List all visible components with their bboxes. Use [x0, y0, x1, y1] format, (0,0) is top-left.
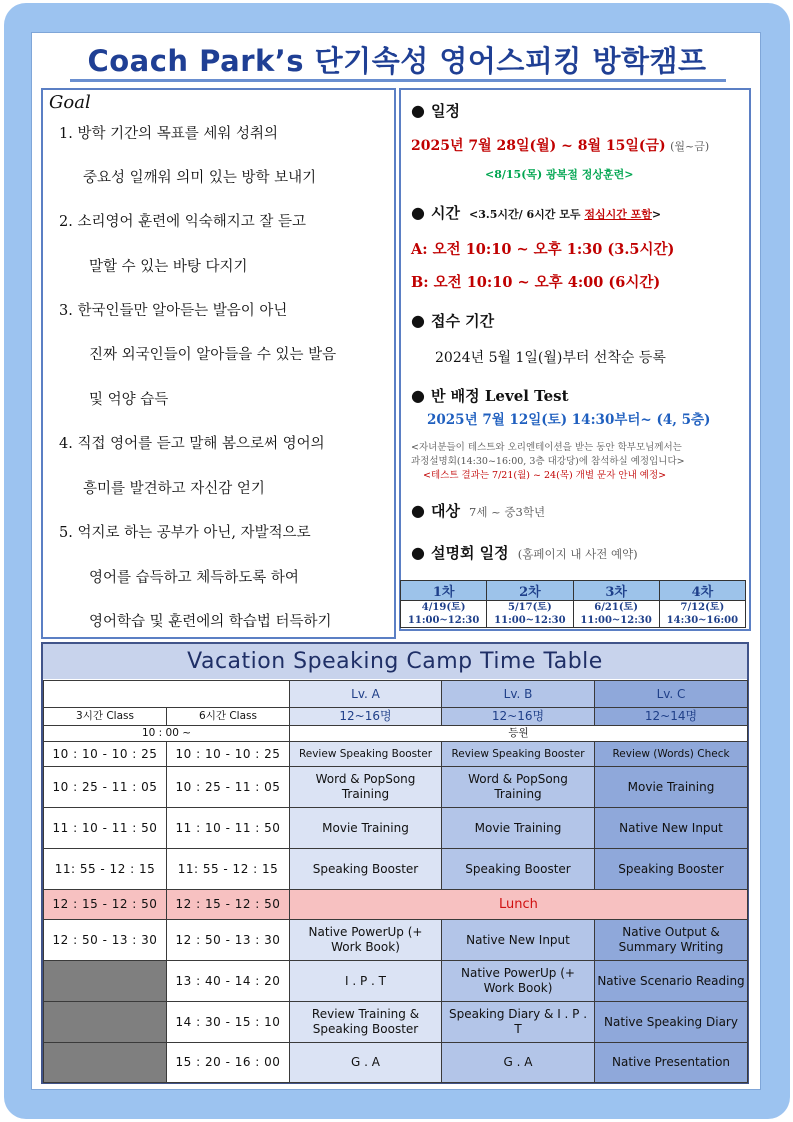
time-slot: 12 : 15 - 12 : 50: [44, 890, 167, 920]
seminar-slot: 4/19(토) 11:00~12:30: [401, 601, 487, 628]
seminar-heading: ● 설명회 일정 (홈페이지 내 사전 예약): [411, 543, 638, 562]
empty-slot: [44, 1002, 167, 1043]
goal-line: 및 억양 습득: [89, 392, 169, 408]
activity-cell: Native Presentation: [595, 1043, 748, 1083]
activity-cell: Native New Input: [442, 920, 595, 961]
activity-cell: Native Output & Summary Writing: [595, 920, 748, 961]
level-test-date: 2025년 7월 12일(토) 14:30부터~ (4, 5층): [427, 412, 711, 428]
flyer-page: [31, 32, 761, 1090]
seminar-slot: 7/12(토) 14:30~16:00: [659, 601, 745, 628]
class-3h-header: 3시간 Class: [44, 708, 167, 726]
goal-title: Goal: [49, 92, 91, 113]
class-size: 12~16명: [442, 708, 595, 726]
time-slot: 10 : 25 - 11 : 05: [44, 767, 167, 808]
activity-cell: Native Scenario Reading: [595, 961, 748, 1002]
empty-slot: [44, 961, 167, 1002]
class-6h-header: 6시간 Class: [167, 708, 290, 726]
seminar-table: [400, 580, 746, 628]
empty-slot: [44, 1043, 167, 1083]
activity-cell: Word & PopSong Training: [290, 767, 442, 808]
title-underline: [70, 79, 726, 82]
activity-cell: Movie Training: [595, 767, 748, 808]
activity-cell: G . A: [442, 1043, 595, 1083]
activity-cell: Review Training & Speaking Booster: [290, 1002, 442, 1043]
activity-cell: Movie Training: [442, 808, 595, 849]
time-slot: 10 : 25 - 11 : 05: [167, 767, 290, 808]
timetable-grid: [43, 680, 748, 1083]
goal-line: 중요성 일깨워 의미 있는 방학 보내기: [83, 170, 317, 186]
class-size: 12~16명: [290, 708, 442, 726]
target-heading: ● 대상 7세 ~ 중3학년: [411, 501, 546, 520]
time-slot: 15 : 20 - 16 : 00: [167, 1043, 290, 1083]
timetable: [41, 642, 749, 1084]
level-test-heading: ● 반 배정 Level Test: [411, 386, 569, 405]
level-note: <테스트 결과는 7/21(월) ~ 24(목) 개별 문자 안내 예정>: [423, 470, 667, 481]
lunch-cell: Lunch: [290, 890, 748, 920]
time-heading: ● 시간 <3.5시간/ 6시간 모두 점심시간 포함>: [411, 203, 662, 222]
goal-line: 1. 방학 기간의 목표를 세워 성취의: [59, 126, 278, 142]
seminar-slot: 6/21(토) 11:00~12:30: [573, 601, 659, 628]
goal-line: 3. 한국인들만 알아듣는 발음이 아닌: [59, 303, 288, 319]
time-slot: 11: 55 - 12 : 15: [44, 849, 167, 890]
timetable-title: Vacation Speaking Camp Time Table: [43, 644, 747, 679]
time-a: A: 오전 10:10 ~ 오후 1:30 (3.5시간): [411, 241, 675, 258]
goal-line: 영어학습 및 훈련에의 학습법 터득하기: [89, 614, 332, 630]
activity-cell: Review Speaking Booster: [290, 742, 442, 767]
time-slot: 11 : 10 - 11 : 50: [167, 808, 290, 849]
goal-box: [41, 88, 396, 639]
time-slot: 12 : 15 - 12 : 50: [167, 890, 290, 920]
goal-line: 영어를 습득하고 체득하도록 하여: [89, 570, 299, 586]
seminar-label: 2차: [487, 581, 573, 601]
registration-heading: ● 접수 기간: [411, 311, 495, 330]
schedule-note: <8/15(목) 광복절 정상훈련>: [485, 168, 634, 181]
activity-cell: Speaking Booster: [290, 849, 442, 890]
seminar-slot: 5/17(토) 11:00~12:30: [487, 601, 573, 628]
arrival-label: 등원: [290, 726, 748, 742]
activity-cell: Speaking Booster: [442, 849, 595, 890]
level-header: Lv. A: [290, 681, 442, 708]
time-slot: 14 : 30 - 15 : 10: [167, 1002, 290, 1043]
activity-cell: I . P . T: [290, 961, 442, 1002]
info-box: [399, 88, 751, 631]
level-header: Lv. C: [595, 681, 748, 708]
level-note: <자녀분들이 테스트와 오리엔테이션을 받는 동안 학부모님께서는: [411, 442, 682, 453]
schedule-date: 2025년 7월 28일(월) ~ 8월 15일(금) (월~금): [411, 138, 710, 154]
schedule-heading: ● 일정: [411, 101, 460, 120]
level-note: 과정설명회(14:30~16:00, 3층 대강당)에 참석하실 예정입니다>: [411, 456, 685, 467]
class-size: 12~14명: [595, 708, 748, 726]
goal-line: 4. 직접 영어를 듣고 말해 봄으로써 영어의: [59, 436, 325, 452]
activity-cell: Review Speaking Booster: [442, 742, 595, 767]
goal-line: 2. 소리영어 훈련에 익숙해지고 잘 듣고: [59, 214, 306, 230]
activity-cell: Native New Input: [595, 808, 748, 849]
time-slot: 13 : 40 - 14 : 20: [167, 961, 290, 1002]
goal-line: 흥미를 발견하고 자신감 얻기: [83, 481, 265, 497]
page-title: Coach Park’s 단기속성 영어스피킹 방학캠프: [87, 44, 707, 78]
activity-cell: Native Speaking Diary: [595, 1002, 748, 1043]
time-slot: 10 : 10 - 10 : 25: [167, 742, 290, 767]
activity-cell: Movie Training: [290, 808, 442, 849]
registration-text: 2024년 5월 1일(월)부터 선착순 등록: [435, 350, 666, 366]
seminar-label: 4차: [659, 581, 745, 601]
seminar-label: 1차: [401, 581, 487, 601]
activity-cell: Speaking Booster: [595, 849, 748, 890]
time-slot: 11: 55 - 12 : 15: [167, 849, 290, 890]
activity-cell: Review (Words) Check: [595, 742, 748, 767]
time-slot: 12 : 50 - 13 : 30: [167, 920, 290, 961]
time-slot: 11 : 10 - 11 : 50: [44, 808, 167, 849]
activity-cell: G . A: [290, 1043, 442, 1083]
goal-line: 진짜 외국인들이 알아들을 수 있는 발음: [89, 347, 337, 363]
time-slot: 10 : 10 - 10 : 25: [44, 742, 167, 767]
activity-cell: Native PowerUp (+ Work Book): [442, 961, 595, 1002]
arrival-time: 10 : 00 ~: [44, 726, 290, 742]
time-slot: 12 : 50 - 13 : 30: [44, 920, 167, 961]
activity-cell: Speaking Diary & I . P . T: [442, 1002, 595, 1043]
activity-cell: Native PowerUp (+ Work Book): [290, 920, 442, 961]
time-b: B: 오전 10:10 ~ 오후 4:00 (6시간): [411, 274, 661, 291]
header-blank: [44, 681, 290, 708]
seminar-label: 3차: [573, 581, 659, 601]
bullet-icon: ●: [411, 101, 425, 120]
goal-line: 말할 수 있는 바탕 다지기: [89, 259, 248, 275]
goal-line: 5. 억지로 하는 공부가 아닌, 자발적으로: [59, 525, 311, 541]
activity-cell: Word & PopSong Training: [442, 767, 595, 808]
level-header: Lv. B: [442, 681, 595, 708]
